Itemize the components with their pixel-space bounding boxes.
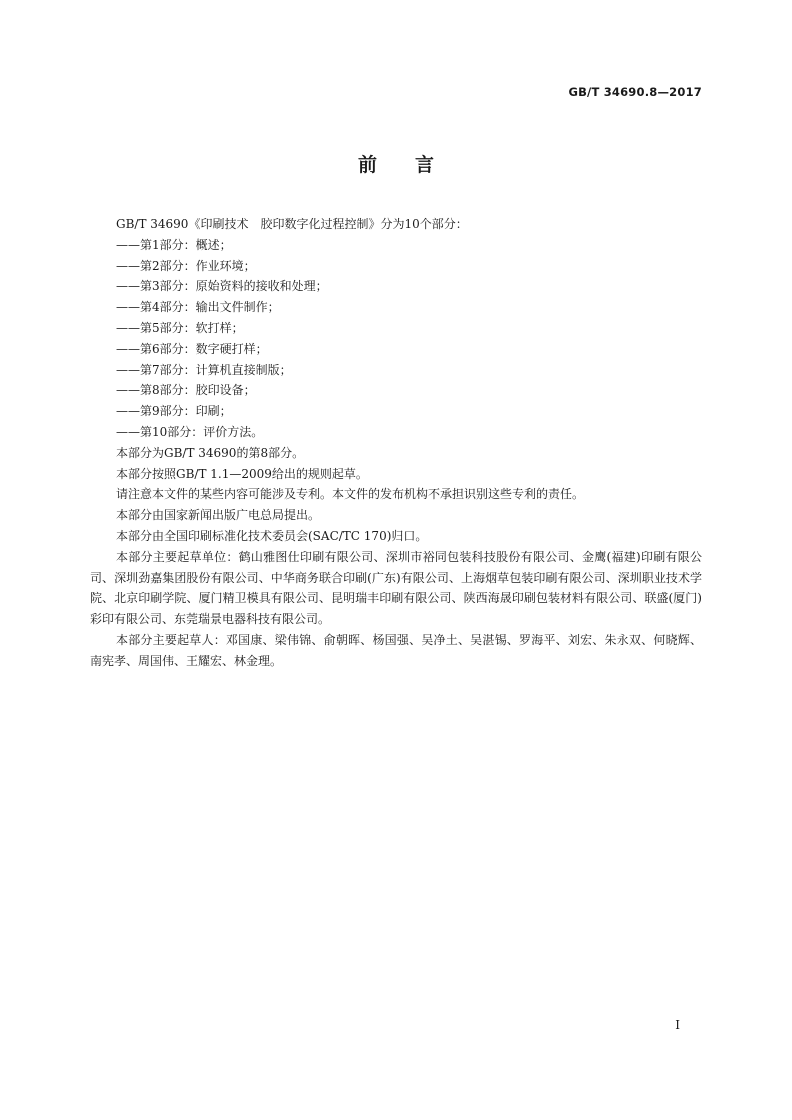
part-list-item: ——第5部分：软打样； [116,320,244,335]
page-number: I [675,1018,680,1032]
part-list-item: ——第6部分：数字硬打样； [116,341,268,356]
part-list-item: ——第7部分：计算机直接制版； [116,362,292,377]
committee-paragraph: 本部分由全国印刷标准化技术委员会(SAC/TC 170)归口。 [116,528,428,543]
patent-notice-paragraph: 请注意本文件的某些内容可能涉及专利。本文件的发布机构不承担识别这些专利的责任。 [116,487,585,502]
drafting-units-paragraph: 本部分主要起草单位：鹤山雅图仕印刷有限公司、深圳市裕同包装科技股份有限公司、金鹰(福建)印刷有限公司、深圳劲嘉集团股份有限公司、中华商务联合印刷(广东)有限公司、上海烟草包装印刷有限公司、深圳职业技术学院、北京印刷学院、厦门精卫模具有限公司、昆明瑞丰印刷有限公司、陕西海晟印刷包装材料有限公司、联盛(厦门)彩印有限公司、东莞瑞景电器科技有限公司。 [90,549,702,627]
drafters-paragraph: 本部分主要起草人：邓国康、梁伟锦、俞朝晖、杨国强、吴净土、吴湛锡、罗海平、刘宏、朱永双、何晓辉、南宪孝、周国伟、王耀宏、林金理。 [90,632,702,668]
document-body [90,214,702,672]
part-list-item: ——第1部分：概述； [116,237,232,252]
part-list-item: ——第10部分：评价方法。 [116,424,264,439]
body-paragraph: 本部分按照GB/T 1.1—2009给出的规则起草。 [116,466,368,481]
proposer-paragraph: 本部分由国家新闻出版广电总局提出。 [116,508,321,523]
part-list-item: ——第4部分：输出文件制作； [116,300,280,315]
intro-paragraph: GB/T 34690《印刷技术 胶印数字化过程控制》分为10个部分： [116,217,468,231]
part-list-item: ——第3部分：原始资料的接收和处理； [116,279,328,294]
part-list-item: ——第8部分：胶印设备； [116,383,256,398]
part-list-item: ——第9部分：印刷； [116,404,232,419]
page-title: 前言 [357,154,472,176]
part-list-item: ——第2部分：作业环境； [116,258,256,273]
standard-code: GB/T 34690.8—2017 [568,85,702,99]
body-paragraph: 本部分为GB/T 34690的第8部分。 [116,445,305,460]
